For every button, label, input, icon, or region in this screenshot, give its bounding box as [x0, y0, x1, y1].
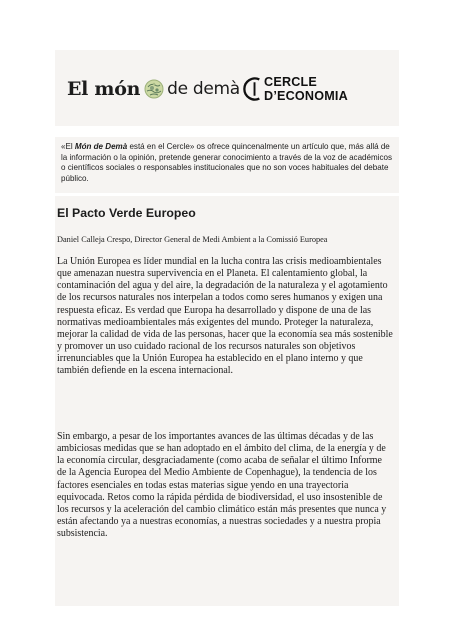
article-author: Daniel Calleja Crespo, Director General de Medi Ambient a la Comissió Europea: [57, 235, 328, 244]
article-section: [55, 196, 399, 606]
intro-text: «El Món de Demà está en el Cercle» os ofrece quincenalmente un artículo que, más allá de la información o la opinión, pretende generar conocimiento a través de la voz de académicos o científicos sociales o responsables institucionales que no son voces habituales del debate público.: [61, 142, 393, 183]
logo-text-de-dema: de demà: [167, 79, 240, 99]
intro-box: [55, 137, 399, 193]
article-paragraph-2: Sin embargo, a pesar de los importantes avances de las últimas décadas y de las ambiciosas medidas que se han adoptado en el ámbito del clima, de la energía y de la economía circular, desgraciadamente (como acaba de señalar el último Informe de la Agencia Europea del Medio Ambiente de Copenhague), la tendencia de los factores esenciales en todas estas materias sigue yendo en una trayectoria equivocada. Retos como la rápida pérdida de biodiversidad, el uso insostenible de los recursos y la aceleración del cambio climático están más presentes que nunca y están afectando ya a nuestras economías, a nuestras sociedades y a nuestra propia subsistencia.: [57, 431, 387, 540]
globe-icon: [144, 79, 164, 99]
logo-text-cercle: CERCLE D’ECONOMIA: [264, 75, 348, 103]
article-paragraph-1: La Unión Europea es líder mundial en la lucha contra las crisis medioambientales que amenazan nuestra supervivencia en el Planeta. El calentamiento global, la contaminación del agua y del aire, la degradación de la naturaleza y el agotamiento de los recursos naturales nos interpelan a todos como seres humanos y exigen una respuesta eficaz. Es verdad que Europa ha desarrollado y dispone de una de las normativas medioambientales más exigentes del mundo. Proteger la naturaleza, mejorar la calidad de vida de las personas, hacer que la economía sea más sostenible y promover un uso cuidado racional de los recursos naturales son objetivos irrenunciables que la Unión Europea ha establecido en el plano interno y que también defiende en la escena internacional.: [57, 256, 393, 377]
el-mon-de-dema-logo[interactable]: [67, 74, 240, 104]
cercle-economia-logo[interactable]: [243, 74, 399, 104]
intro-emphasis: Món de Demà: [74, 142, 128, 151]
logo-text-el-mon: El món: [67, 78, 141, 100]
header-banner: [55, 50, 399, 126]
cercle-c-icon: [243, 75, 266, 103]
article-title: El Pacto Verde Europeo: [57, 206, 196, 220]
